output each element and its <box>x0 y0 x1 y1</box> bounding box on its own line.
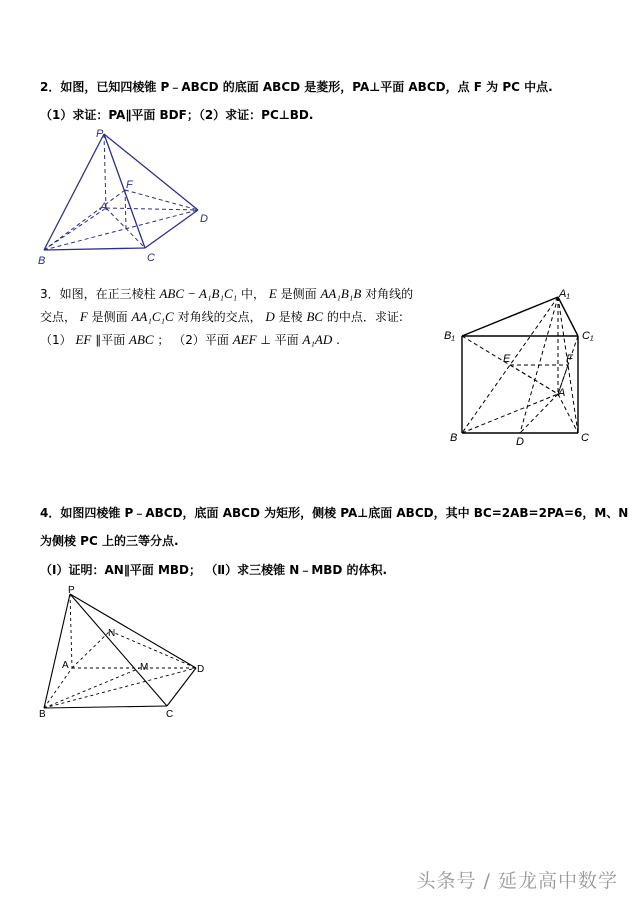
edge-CD <box>145 210 198 248</box>
p3-text: ； （2）平面 <box>157 333 229 347</box>
edge-CD <box>167 668 196 706</box>
problem2-tasks: （1）求证：PA∥平面 BDF；（2）求证：PC⊥BD. <box>40 108 314 122</box>
seg-EA <box>510 365 558 394</box>
label-D: D <box>516 436 524 448</box>
edge-AC <box>558 394 578 433</box>
p3-math-E: E <box>268 286 277 301</box>
p3-math-face: AA₁B₁B <box>320 286 362 301</box>
problem4-pyramid-figure <box>30 586 220 721</box>
edge-BC <box>44 248 145 250</box>
edge-BC <box>44 706 167 708</box>
label-A: A <box>558 387 566 399</box>
label-P: P <box>68 586 75 596</box>
p3-text: 的中点．求证: <box>326 310 403 324</box>
label-B1: B₁ <box>444 330 455 342</box>
p3-math-D: D <box>265 309 275 324</box>
p3-math-face2: AA₁C₁C <box>131 309 174 324</box>
edge-PB <box>44 134 104 250</box>
problem4-tasks: （Ⅰ）证明：AN∥平面 MBD； （Ⅱ）求三棱锥 N﹣MBD 的体积. <box>40 563 388 577</box>
p3-text: 中， <box>241 287 266 301</box>
diag-BD <box>44 668 196 708</box>
p3-text: 交点， <box>40 310 77 324</box>
p3-math-A1AD: A₁AD <box>302 332 333 347</box>
problem2-pyramid-figure <box>30 128 220 268</box>
label-M: M <box>140 662 149 673</box>
p3-text: 是棱 <box>278 310 303 324</box>
problem4-statement-1: 4．如图四棱锥 P﹣ABCD，底面 ABCD 为矩形，侧棱 PA⊥底面 ABCD，其中 BC=2AB=2PA=6，M、N <box>40 506 629 520</box>
p3-math-ABC: ABC <box>129 332 154 347</box>
p3-text: 对角线的交点， <box>177 310 262 324</box>
diag-BD <box>44 210 198 250</box>
problem3-statement-2 <box>40 308 403 325</box>
p3-text: 对角线的 <box>365 287 414 301</box>
seg-FD <box>125 190 198 210</box>
label-A1: A₁ <box>559 288 570 300</box>
edge-PC <box>70 594 167 706</box>
p3-math-BC: BC <box>306 309 324 324</box>
p3-math-prism: ABC − A₁B₁C₁ <box>159 286 238 301</box>
watermark: 头条号 / 延龙高中数学 <box>416 870 618 892</box>
label-C: C <box>166 709 174 720</box>
problem3-tasks <box>40 331 340 348</box>
seg-FB <box>44 190 125 250</box>
edge-BA <box>44 208 106 250</box>
problem3-statement-1 <box>40 285 413 302</box>
edge-PD <box>70 594 196 668</box>
seg-ND <box>110 631 196 668</box>
label-P: P <box>96 128 104 140</box>
label-D: D <box>197 664 205 675</box>
label-C1: C₁ <box>582 330 594 342</box>
p3-text: 3．如图，在正三棱柱 <box>40 287 156 301</box>
seg-AN <box>72 631 110 668</box>
label-A: A <box>62 660 69 671</box>
label-C: C <box>147 252 155 264</box>
label-E: E <box>503 353 511 365</box>
p3-text: ∥平面 <box>95 333 126 347</box>
edge-PB <box>44 594 70 708</box>
label-B: B <box>450 432 458 444</box>
label-B: B <box>38 255 46 267</box>
edge-AD <box>106 208 198 210</box>
label-A: A <box>100 201 108 213</box>
p3-text: . <box>336 333 340 347</box>
label-N: N <box>108 628 116 639</box>
label-C: C <box>581 432 589 444</box>
label-F: F <box>126 179 133 191</box>
p3-math-F: F <box>79 309 88 324</box>
edge-A1C1 <box>558 297 578 336</box>
p3-text: 是侧面 <box>91 310 128 324</box>
label-D: D <box>200 213 208 225</box>
problem4-statement-2: 为侧棱 PC 上的三等分点. <box>40 534 179 548</box>
edge-BA <box>462 394 558 433</box>
p3-math-AEF: AEF <box>232 332 257 347</box>
label-B: B <box>39 709 46 720</box>
p3-math-EF: EF <box>75 332 92 347</box>
edge-PA <box>104 134 106 208</box>
p3-text: ⊥ 平面 <box>260 333 299 347</box>
label-F: F <box>566 353 573 365</box>
p3-text: （1） <box>40 333 72 347</box>
problem3-prism-figure <box>440 283 610 453</box>
p3-text: 是侧面 <box>280 287 317 301</box>
edge-B1A1 <box>462 297 558 336</box>
problem2-statement: 2．如图，已知四棱锥 P﹣ABCD 的底面 ABCD 是菱形，PA⊥平面 ABCD，点 F 为 PC 中点. <box>40 80 553 94</box>
edge-PA <box>70 594 72 668</box>
